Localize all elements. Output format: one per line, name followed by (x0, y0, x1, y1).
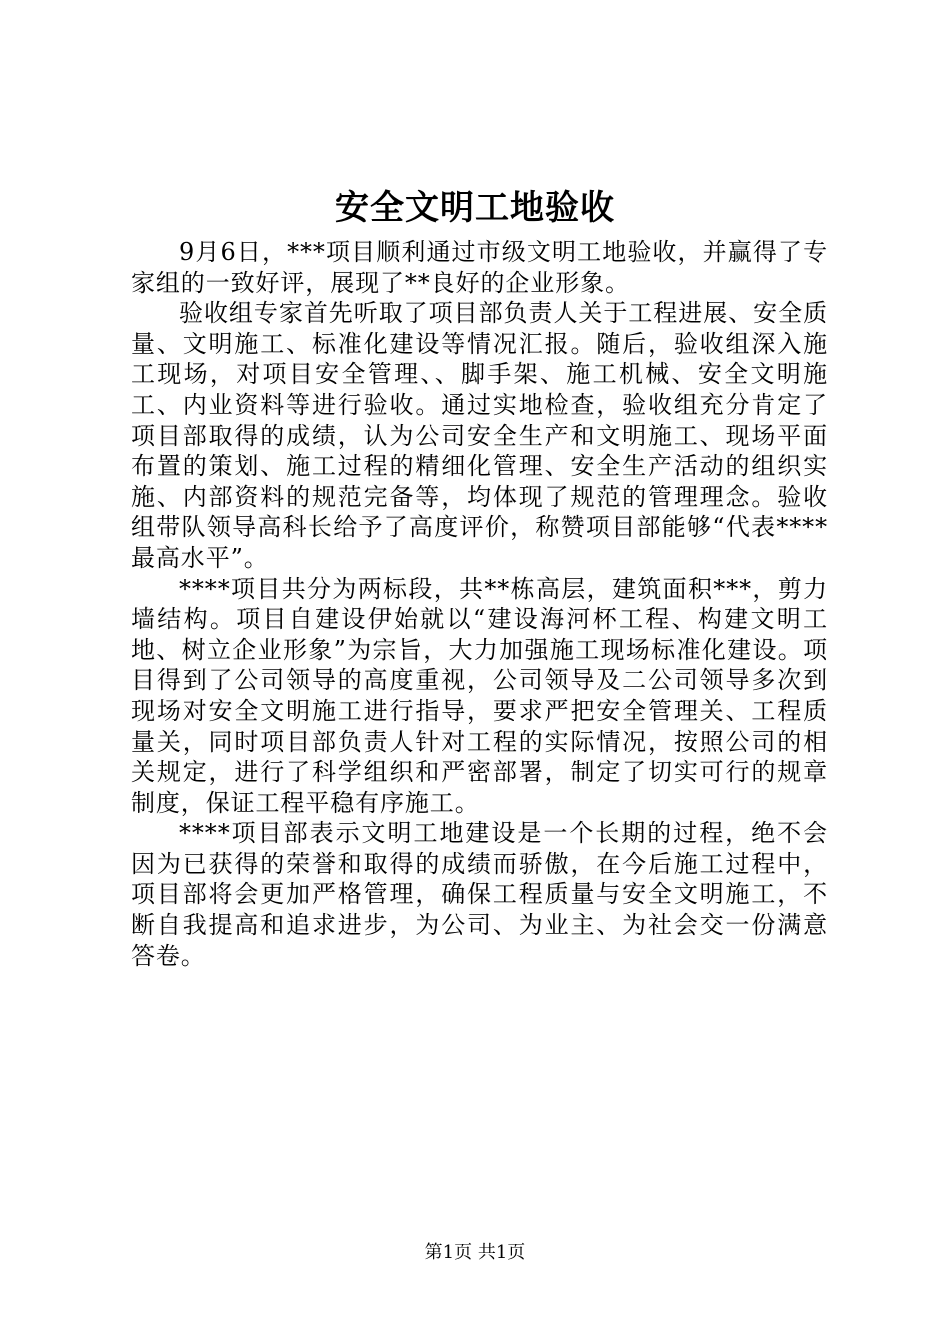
paragraph-2: 验收组专家首先听取了项目部负责人关于工程进展、安全质量、文明施工、标准化建设等情况汇报。随后，验收组深入施工现场，对项目安全管理、、脚手架、施工机械、安全文明施工、内业资料等进行验收。通过实地检查，验收组充分肯定了项目部取得的成绩，认为公司安全生产和文明施工、现场平面布置的策划、施工过程的精细化管理、安全生产活动的组织实施、内部资料的规范完备等，均体现了规范的管理理念。验收组带队领导高科长给予了高度评价，称赞项目部能够“代表****最高水平”。 (131, 299, 828, 572)
document-body (131, 237, 828, 971)
paragraph-1: 9月6日，***项目顺利通过市级文明工地验收，并赢得了专家组的一致好评，展现了**良好的企业形象。 (131, 238, 828, 297)
paragraph-3: ****项目共分为两标段，共**栋高层，建筑面积***，剪力墙结构。项目自建设伊始就以“建设海河杯工程、构建文明工地、树立企业形象”为宗旨，大力加强施工现场标准化建设。项目得到了公司领导的高度重视，公司领导及二公司领导多次到现场对安全文明施工进行指导，要求严把安全管理关、工程质量关，同时项目部负责人针对工程的实际情况，按照公司的相关规定，进行了科学组织和严密部署，制定了切实可行的规章制度，保证工程平稳有序施工。 (131, 574, 828, 817)
document-title: 安全文明工地验收 (335, 188, 615, 228)
page-footer: 第1页 共1页 (424, 1242, 526, 1263)
paragraph-4: ****项目部表示文明工地建设是一个长期的过程，绝不会因为已获得的荣誉和取得的成绩而骄傲，在今后施工过程中，项目部将会更加严格管理，确保工程质量与安全文明施工，不断自我提高和追求进步，为公司、为业主、为社会交一份满意答卷。 (131, 819, 828, 970)
